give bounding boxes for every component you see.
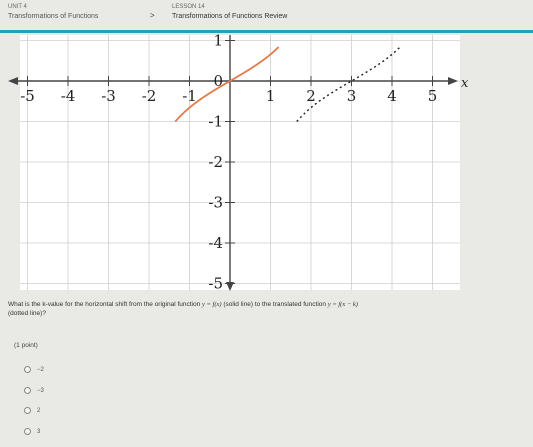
x-tick-label: -1 bbox=[182, 87, 197, 105]
x-tick-label: 3 bbox=[346, 87, 357, 105]
radio-button[interactable] bbox=[24, 387, 31, 394]
choice-option-2[interactable] bbox=[24, 387, 44, 394]
x-tick-label: 1 bbox=[265, 87, 276, 105]
translated-function: y = f(x − k) bbox=[327, 301, 358, 308]
question-text-mid: (solid line) to the translated function bbox=[223, 301, 327, 308]
lesson-label: LESSON 14 bbox=[172, 4, 205, 10]
radio-button[interactable] bbox=[24, 428, 31, 435]
y-tick-label: -4 bbox=[208, 234, 223, 252]
x-tick-label: 4 bbox=[387, 87, 397, 105]
unit-label: UNIT 4 bbox=[8, 4, 27, 10]
origin-label: 0 bbox=[213, 72, 223, 90]
x-tick-label: 2 bbox=[306, 87, 316, 105]
lesson-header bbox=[0, 0, 533, 34]
y-tick-label: -1 bbox=[208, 112, 223, 131]
points-label: (1 point) bbox=[14, 342, 38, 349]
question-text-start: What is the k-value for the horizontal shift from the original function bbox=[8, 301, 201, 308]
choice-option-4[interactable] bbox=[24, 428, 40, 435]
unit-breadcrumb-link[interactable]: Transformations of Functions bbox=[8, 13, 99, 20]
x-axis-arrow-left bbox=[8, 77, 18, 85]
y-tick-label: -5 bbox=[208, 274, 223, 293]
choice-option-1[interactable] bbox=[24, 366, 44, 373]
x-tick-label: -5 bbox=[20, 87, 35, 105]
y-tick-label: 1 bbox=[213, 33, 223, 50]
question-text bbox=[8, 300, 523, 318]
choice-label: 2 bbox=[37, 407, 41, 414]
graph-svg bbox=[0, 33, 470, 298]
plot-background bbox=[20, 35, 460, 290]
function-graph bbox=[0, 33, 470, 298]
choice-label: −3 bbox=[37, 387, 44, 394]
lesson-title: Transformations of Functions Review bbox=[172, 13, 288, 20]
breadcrumb-chevron-icon: > bbox=[150, 11, 155, 20]
x-tick-label: -3 bbox=[101, 87, 116, 105]
choice-option-3[interactable] bbox=[24, 407, 40, 414]
x-tick-label: -2 bbox=[141, 87, 157, 105]
choice-label: 3 bbox=[37, 428, 41, 435]
footer-timestamp bbox=[140, 441, 142, 447]
y-tick-label: -3 bbox=[208, 193, 223, 212]
question-text-end: (dotted line)? bbox=[8, 310, 46, 317]
choice-label: −2 bbox=[37, 366, 44, 373]
radio-button[interactable] bbox=[24, 366, 31, 373]
radio-button[interactable] bbox=[24, 407, 31, 414]
x-tick-label: -4 bbox=[60, 87, 76, 105]
original-function: y = f(x) bbox=[202, 301, 222, 308]
x-axis-label: x bbox=[461, 76, 469, 91]
y-tick-label: -2 bbox=[208, 153, 223, 171]
x-tick-label: 5 bbox=[427, 87, 438, 105]
